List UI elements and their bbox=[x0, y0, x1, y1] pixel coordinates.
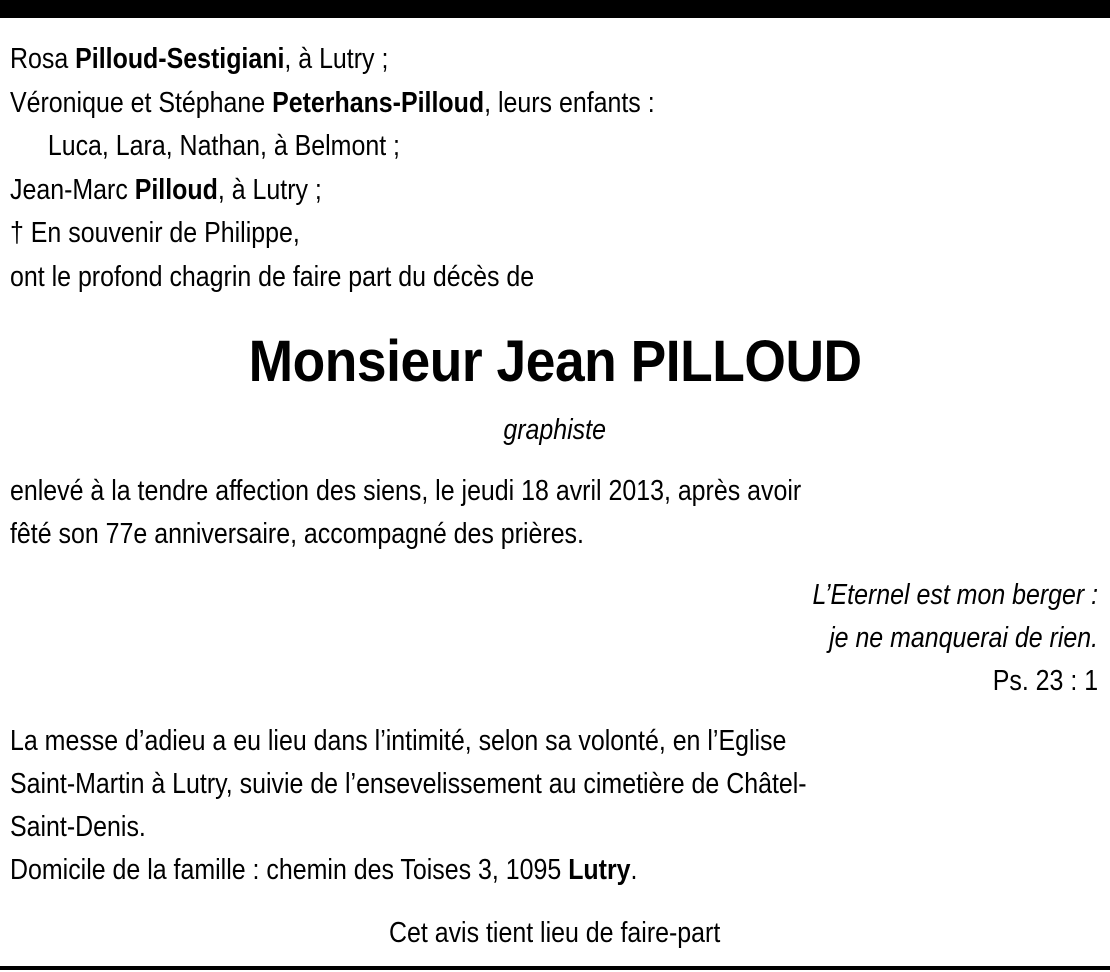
family-line-3: Luca, Lara, Nathan, à Belmont ; bbox=[47, 130, 400, 162]
family-line-2: Véronique et Stéphane Peterhans-Pilloud, leurs enfants : bbox=[10, 86, 655, 119]
family-address: Domicile de la famille : chemin des Toises 3, 1095 Lutry. bbox=[10, 854, 638, 886]
deceased-name: Monsieur Jean PILLOUD bbox=[248, 329, 862, 394]
ceremony-line-3: Saint-Denis. bbox=[10, 811, 146, 843]
bible-verse bbox=[766, 574, 1098, 703]
bottom-rule bbox=[0, 966, 1110, 970]
verse-line-1: L’Eternel est mon berger : bbox=[812, 579, 1098, 611]
ceremony-line-2: Saint-Martin à Lutry, suivie de l’ensevelissement au cimetière de Châtel- bbox=[10, 768, 807, 800]
death-notice-line-1: enlevé à la tendre affection des siens, le jeudi 18 avril 2013, après avoir bbox=[10, 475, 802, 507]
family-line-5: † En souvenir de Philippe, bbox=[10, 217, 300, 249]
family-line-4: Jean-Marc Pilloud, à Lutry ; bbox=[10, 173, 322, 206]
death-notice bbox=[10, 470, 1098, 556]
death-notice-line-2: fêté son 77e anniversaire, accompagné des prières. bbox=[10, 518, 584, 550]
deceased-profession: graphiste bbox=[503, 414, 607, 446]
top-rule bbox=[0, 0, 1110, 18]
ceremony-info bbox=[10, 720, 1098, 892]
verse-reference: Ps. 23 : 1 bbox=[992, 665, 1098, 697]
family-line-1: Rosa Pilloud-Sestigiani, à Lutry ; bbox=[10, 43, 389, 75]
verse-line-2: je ne manquerai de rien. bbox=[829, 622, 1098, 654]
family-line-6: ont le profond chagrin de faire part du décès de bbox=[10, 260, 535, 293]
ceremony-line-1: La messe d’adieu a eu lieu dans l’intimité, selon sa volonté, en l’Eglise bbox=[10, 725, 787, 757]
family-list bbox=[10, 38, 1098, 299]
footer-note: Cet avis tient lieu de faire-part bbox=[389, 917, 721, 949]
